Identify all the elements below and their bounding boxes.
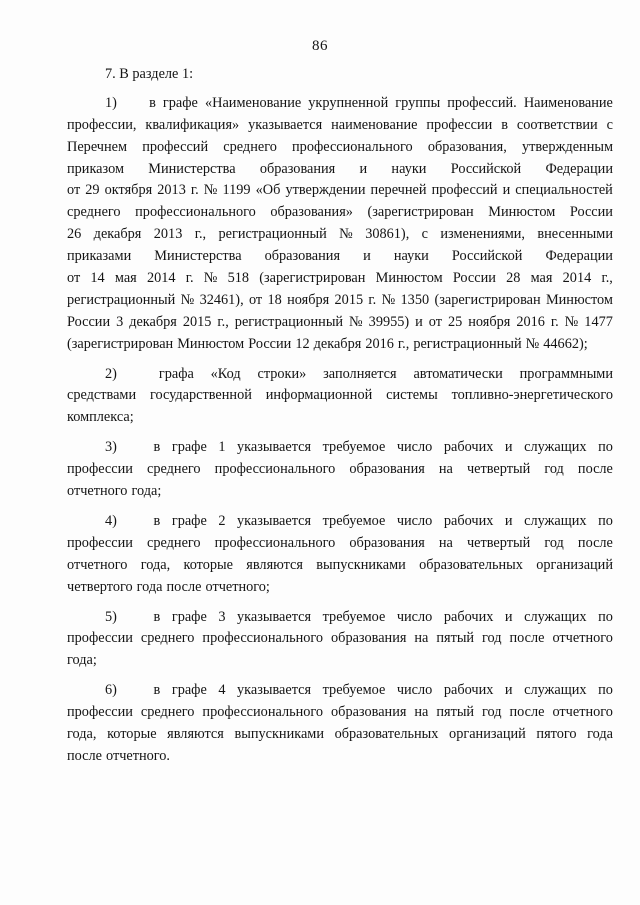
word: программными [519, 365, 613, 382]
word: 4 [218, 682, 226, 699]
word: 18 [267, 291, 282, 308]
word: внесенными [537, 226, 613, 243]
word: организаций [449, 725, 526, 742]
word: образования [331, 704, 407, 721]
word: указывается [237, 608, 312, 625]
text-line [67, 407, 613, 429]
text-line [67, 115, 613, 137]
text-line [67, 246, 613, 268]
item-number: 3) [105, 439, 117, 456]
word: в [149, 94, 156, 111]
word: с [606, 116, 613, 133]
word: служащих [524, 439, 587, 456]
word: указывается [237, 682, 312, 699]
word: в [153, 512, 161, 529]
word: по [598, 682, 613, 699]
word: Федерации [545, 248, 613, 265]
word: профессий. [447, 94, 517, 111]
text-line [67, 577, 613, 599]
word: декабря [313, 335, 362, 352]
word: 2016 [516, 313, 545, 330]
text-line [67, 511, 613, 533]
word: 1199 [222, 182, 251, 199]
word: «Об [255, 182, 281, 199]
word: образования [331, 630, 407, 647]
word: группы [395, 94, 441, 111]
word: профессионального [135, 204, 256, 221]
word: № [339, 226, 353, 243]
word: пятый [436, 704, 475, 721]
word: и [504, 682, 513, 699]
word: информационной [265, 387, 373, 404]
text-line [67, 93, 613, 115]
word: профессий [431, 182, 498, 199]
word: в [153, 608, 161, 625]
word: рабочих [443, 682, 494, 699]
word: и [415, 313, 423, 330]
word: профессии [426, 116, 493, 133]
word: образования [349, 461, 425, 478]
word: профессии, [67, 116, 137, 133]
word: которые [107, 725, 157, 742]
word: г., [397, 335, 410, 352]
word: от [67, 182, 81, 199]
word: приказами [67, 248, 132, 265]
word: утверждении [285, 182, 366, 199]
list-item [67, 511, 613, 599]
word: и [504, 512, 513, 529]
text-line [67, 555, 613, 577]
word: России [67, 313, 111, 330]
text-line [67, 628, 613, 650]
text-line [67, 533, 613, 555]
word: 25 [447, 313, 463, 330]
word: (зарегистрирован [434, 291, 541, 308]
word: 12 [295, 335, 310, 352]
word: отчетного; [205, 578, 270, 595]
word: наименование [331, 116, 418, 133]
word: на [438, 534, 453, 551]
word: после [166, 578, 202, 595]
word: на [414, 704, 429, 721]
word: науки [393, 248, 429, 265]
word: соответствии [516, 116, 598, 133]
word: профессии [67, 630, 133, 647]
word: образовательных [419, 556, 523, 573]
word: пятый [436, 630, 475, 647]
word: года [136, 578, 163, 595]
word: 30861), [365, 226, 410, 243]
list-item [67, 437, 613, 503]
word: г. [368, 291, 377, 308]
word: год [544, 461, 564, 478]
word: среднего [223, 138, 277, 155]
word: средствами [67, 387, 137, 404]
word: специальностей [515, 182, 613, 199]
item-number: 1) [105, 94, 117, 111]
word: года, [140, 556, 171, 573]
word: служащих [524, 512, 587, 529]
text-line [67, 268, 613, 290]
word: графа [158, 365, 194, 382]
list-item [67, 680, 613, 768]
word: профессии [67, 461, 133, 478]
word: ноября [287, 291, 330, 308]
word: служащих [524, 682, 587, 699]
word: и [504, 608, 513, 625]
word: выпускниками [316, 556, 406, 573]
word: 2014 [562, 270, 592, 287]
text-line [67, 459, 613, 481]
word: комплекса; [67, 409, 134, 426]
word: системы [386, 387, 438, 404]
word: Наименование [523, 94, 613, 111]
word: строки» [257, 365, 307, 382]
word: пятого [536, 725, 577, 742]
word: графе [171, 439, 207, 456]
word: год [482, 704, 502, 721]
word: графе [171, 682, 207, 699]
word: Минюстом [177, 335, 245, 352]
word: от [248, 291, 263, 308]
word: приказом [67, 160, 125, 177]
word: профессионального [214, 461, 336, 478]
word: графе [162, 94, 198, 111]
word: среднего [140, 704, 195, 721]
word: требуемое [322, 608, 386, 625]
text-line [67, 137, 613, 159]
word: укрупненной [308, 94, 389, 111]
word: № [349, 313, 363, 330]
word: года [587, 725, 613, 742]
word: г. [190, 182, 199, 199]
word: 1477 [584, 313, 613, 330]
word: от [67, 270, 81, 287]
word: автоматически [413, 365, 503, 382]
word: число [396, 682, 433, 699]
word: являются [167, 725, 224, 742]
word: регистрационный [234, 313, 344, 330]
word: отчетного [552, 630, 613, 647]
word: образования, [427, 138, 507, 155]
word: 2 [218, 512, 226, 529]
word: октября [104, 182, 153, 199]
word: Российской [450, 160, 522, 177]
word: и [502, 182, 511, 199]
item-number: 2) [105, 365, 117, 382]
word: регистрационный [413, 335, 522, 352]
text-line [67, 724, 613, 746]
word: заполняется [323, 365, 397, 382]
word: после [577, 461, 613, 478]
word: и [363, 248, 371, 265]
word: профессионального [214, 534, 336, 551]
word: отчетного. [105, 747, 171, 764]
word: Минюстом [488, 204, 556, 221]
word: России [569, 204, 613, 221]
word: в [153, 682, 161, 699]
word: рабочих [443, 512, 494, 529]
word: рабочих [443, 608, 494, 625]
word: перечней [370, 182, 427, 199]
word: среднего [147, 534, 201, 551]
word: среднего [140, 630, 195, 647]
word: (зарегистрирован [367, 204, 474, 221]
word: после [509, 630, 545, 647]
word: четвертого [67, 578, 133, 595]
text-line [67, 290, 613, 312]
word: г. [550, 313, 559, 330]
word: регистрационный [67, 291, 176, 308]
text-line [67, 312, 613, 334]
word: г., [217, 313, 229, 330]
word: четвертый [466, 534, 531, 551]
word: в [153, 439, 161, 456]
word: среднего [147, 461, 201, 478]
word: г. [185, 270, 194, 287]
word: 32461), [199, 291, 244, 308]
word: 39955) [368, 313, 410, 330]
text-line [67, 650, 613, 672]
document-body [67, 64, 613, 776]
word: 2014 [146, 270, 176, 287]
list-items [67, 93, 613, 768]
word: № [381, 291, 396, 308]
word: профессии [67, 704, 133, 721]
word: мая [530, 270, 553, 287]
word: года; [67, 652, 97, 669]
word: года; [131, 483, 162, 500]
word: декабря [129, 313, 177, 330]
word: 2015 [334, 291, 364, 308]
word: профессионального [202, 704, 324, 721]
list-item [67, 607, 613, 673]
text-line [67, 437, 613, 459]
word: графе [171, 512, 207, 529]
word: года, [67, 725, 97, 742]
word: отчетного [67, 556, 128, 573]
word: Министерства [154, 248, 242, 265]
word: профессий [142, 138, 209, 155]
word: Перечнем [67, 138, 128, 155]
word: 2016 [365, 335, 394, 352]
word: Федерации [545, 160, 613, 177]
text-line [67, 680, 613, 702]
word: образования [259, 160, 336, 177]
word: 1 [218, 439, 226, 456]
word: 2015 [182, 313, 212, 330]
word: по [598, 512, 613, 529]
word: по [598, 439, 613, 456]
word: указывается [237, 512, 312, 529]
word: служащих [524, 608, 587, 625]
word: год [482, 630, 502, 647]
text-line [67, 224, 613, 246]
word: требуемое [322, 682, 386, 699]
word: в [501, 116, 508, 133]
word: указывается [237, 439, 312, 456]
word: топливно-энергетического [451, 387, 613, 404]
word: 14 [90, 270, 105, 287]
word: после [577, 534, 613, 551]
word: после [67, 747, 102, 764]
list-item [67, 93, 613, 356]
word: России [248, 335, 292, 352]
word: профессионального [292, 138, 413, 155]
word: с [421, 226, 428, 243]
word: утвержденным [521, 138, 613, 155]
word: 3 [218, 608, 226, 625]
word: (зарегистрирован [67, 335, 174, 352]
word: указывается [248, 116, 323, 133]
word: Минюстом [375, 270, 443, 287]
text-line [67, 385, 613, 407]
word: г., [194, 226, 207, 243]
word: профессионального [202, 630, 324, 647]
word: государственной [149, 387, 252, 404]
word: по [598, 608, 613, 625]
word: № [564, 313, 579, 330]
word: 2013 [157, 182, 186, 199]
word: ноября [468, 313, 511, 330]
word: отчетного [67, 483, 128, 500]
word: «Наименование [204, 94, 302, 111]
word: изменениями, [440, 226, 526, 243]
word: рабочих [443, 439, 494, 456]
word: науки [391, 160, 427, 177]
word: квалификация» [145, 116, 240, 133]
text-line [67, 702, 613, 724]
text-line [67, 180, 613, 202]
word: мая [114, 270, 137, 287]
word: которые [183, 556, 233, 573]
word: 2013 [153, 226, 183, 243]
word: и [504, 439, 513, 456]
word: № [525, 335, 540, 352]
word: 44662); [543, 335, 588, 352]
word: число [396, 512, 433, 529]
word: 28 [506, 270, 521, 287]
word: графе [171, 608, 207, 625]
word: четвертый [466, 461, 531, 478]
text-line [67, 746, 613, 768]
word: г., [601, 270, 613, 287]
item-number: 4) [105, 512, 117, 529]
item-number: 6) [105, 682, 117, 699]
word: среднего [67, 204, 121, 221]
word: 518 [227, 270, 250, 287]
word: число [396, 439, 433, 456]
word: от [428, 313, 442, 330]
text-line [67, 202, 613, 224]
text-line [67, 364, 613, 386]
word: образования» [270, 204, 353, 221]
page-number: 86 [312, 38, 328, 54]
word: Российской [451, 248, 523, 265]
list-item [67, 364, 613, 430]
word: и [359, 160, 368, 177]
word: образования [349, 534, 425, 551]
word: на [414, 630, 429, 647]
word: России [452, 270, 496, 287]
word: (зарегистрирован [259, 270, 366, 287]
word: выпускниками [234, 725, 324, 742]
word: 1350 [400, 291, 430, 308]
word: № [203, 182, 218, 199]
word: требуемое [322, 512, 386, 529]
word: № [180, 291, 195, 308]
word: отчетного [552, 704, 613, 721]
word: № [203, 270, 218, 287]
word: «Код [210, 365, 241, 382]
word: 29 [85, 182, 100, 199]
text-line [67, 334, 613, 356]
word: регистрационный [218, 226, 327, 243]
word: Министерства [148, 160, 236, 177]
word: образования [264, 248, 341, 265]
section-heading: 7. В разделе 1: [105, 66, 194, 82]
word: после [509, 704, 545, 721]
word: 26 [67, 226, 82, 243]
word: декабря [93, 226, 142, 243]
text-line [67, 159, 613, 181]
word: Минюстом [545, 291, 613, 308]
text-line [67, 481, 613, 503]
word: год [544, 534, 564, 551]
item-number: 5) [105, 608, 117, 625]
word: число [396, 608, 433, 625]
word: требуемое [322, 439, 386, 456]
word: профессии [67, 534, 133, 551]
text-line [67, 607, 613, 629]
word: организаций [536, 556, 613, 573]
word: 3 [116, 313, 124, 330]
word: образовательных [334, 725, 439, 742]
word: на [438, 461, 453, 478]
word: являются [246, 556, 303, 573]
